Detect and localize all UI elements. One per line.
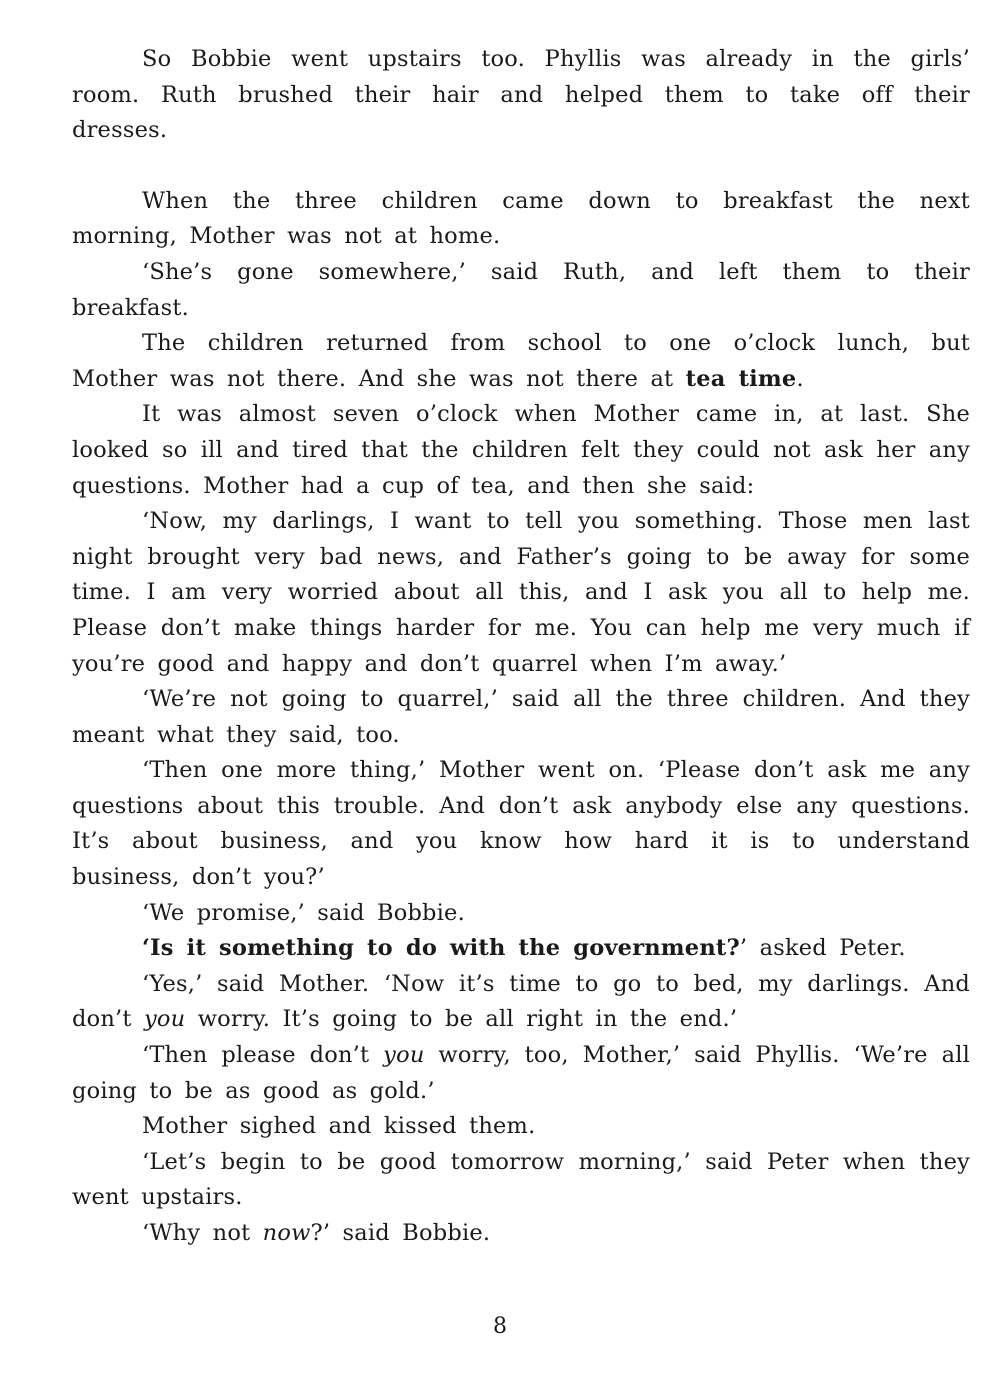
paragraph-8 [72,753,970,895]
paragraph-13 [72,1109,970,1145]
paragraph-5 [72,397,970,504]
text-run: ‘Let’s begin to be good tomorrow morning,’ said Peter when they went upstairs. [72,1148,970,1211]
text-run: ‘We promise,’ said Bobbie. [142,899,465,926]
text-run: ’ asked Peter. [739,935,906,962]
paragraph-2 [72,184,970,255]
text-run: ?’ said Bobbie. [310,1220,491,1246]
text-run: ‘Why not [142,1220,263,1246]
italic-emphasis: you [144,1006,186,1033]
paragraph-15 [72,1216,970,1252]
text-run: Mother sighed and kissed them. [142,1113,536,1140]
text-run: The children returned from school to one o’clock lunch, but Mother was not there. And she was not there at [72,330,970,392]
paragraph-12 [72,1038,970,1109]
italic-emphasis: you [383,1042,425,1069]
paragraph-9 [72,896,970,932]
paragraph-4 [72,326,970,397]
text-run: . [796,365,804,392]
page-number: 8 [493,1314,507,1339]
paragraph-6 [72,504,970,682]
paragraph-10 [72,931,970,967]
paragraph-7 [72,682,970,753]
text-run: ‘Then please don’t [142,1042,384,1069]
paragraph-14 [72,1145,970,1216]
text-run: When the three children came down to breakfast the next morning, Mother was not at home. [72,187,970,250]
section-break [72,149,970,184]
page-body [72,42,970,1252]
text-run: ‘She’s gone somewhere,’ said Ruth, and left them to their breakfast. [72,258,970,321]
text-run: It was almost seven o’clock when Mother came in, at last. She looked so ill and tired that the children felt they could not ask her any questions. Mother had a cup of tea, and then she said: [72,401,970,499]
text-run: So Bobbie went upstairs too. Phyllis was already in the girls’ room. Ruth brushed their hair and helped them to take off their dresses. [72,46,970,144]
text-run: worry, too, Mother,’ said Phyllis. ‘We’re all going to be as good as gold.’ [72,1042,970,1104]
paragraph-1 [72,42,970,149]
paragraph-3 [72,255,970,326]
text-run: worry. It’s going to be all right in the end.’ [185,1006,738,1033]
paragraph-11 [72,967,970,1038]
italic-emphasis: now [262,1220,311,1246]
text-run: ‘Now, my darlings, I want to tell you something. Those men last night brought very bad news, and Father’s going to be away for some time. I am very worried about all this, and I ask you all to help me. Please don’t make things harder for me. You can help me very much if you’re good and happy and don’t quarrel when I’m away.’ [72,508,970,677]
bold-term: ‘Is it something to do with the government? [142,935,740,962]
text-run: ‘We’re not going to quarrel,’ said all the three children. And they meant what they said, too. [72,686,970,748]
text-run: ‘Yes,’ said Mother. ‘Now it’s time to go to bed, my darlings. And don’t [72,970,970,1033]
bold-term: tea time [685,365,797,392]
text-run: ‘Then one more thing,’ Mother went on. ‘Please don’t ask me any questions about this trouble. And don’t ask anybody else any questions. It’s about business, and you know how hard it is to understand business, don’t you?’ [72,757,970,891]
